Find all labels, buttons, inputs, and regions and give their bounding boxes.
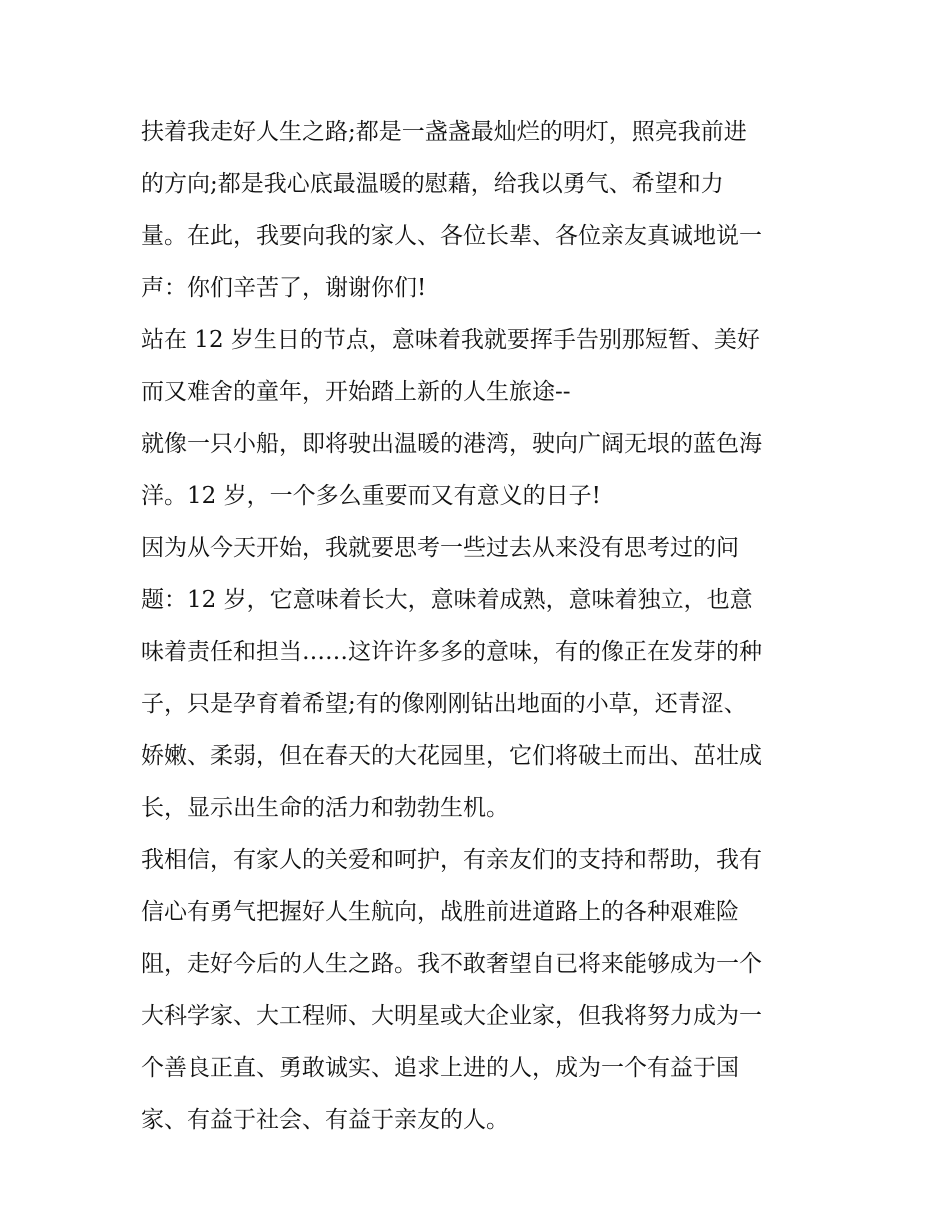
text-line: 信心有勇气把握好人生航向，战胜前进道路上的各种艰难险 <box>141 899 739 925</box>
text-line: 我相信，有家人的关爱和呵护，有亲友们的支持和帮助，我有 <box>141 847 762 873</box>
text-line: 声：你们辛苦了，谢谢你们! <box>141 275 427 301</box>
text-line: 站在 12 岁生日的节点，意味着我就要挥手告别那短暂、美好 <box>141 327 760 353</box>
text-line: 而又难舍的童年，开始踏上新的人生旅途-- <box>141 379 571 405</box>
text-line: 家、有益于社会、有益于亲友的人。 <box>141 1107 509 1133</box>
text-line: 味着责任和担当……这许许多多的意味，有的像正在发芽的种 <box>141 639 762 665</box>
text-line: 因为从今天开始，我就要思考一些过去从来没有思考过的问 <box>141 535 739 561</box>
body-text <box>141 106 821 1146</box>
text-line: 的方向;都是我心底最温暖的慰藉，给我以勇气、希望和力 <box>141 171 724 197</box>
text-line: 就像一只小船，即将驶出温暖的港湾，驶向广阔无垠的蓝色海 <box>141 431 762 457</box>
text-line: 洋。12 岁，一个多么重要而又有意义的日子! <box>141 483 601 509</box>
text-line: 阻，走好今后的人生之路。我不敢奢望自已将来能够成为一个 <box>141 951 762 977</box>
text-line: 个善良正直、勇敢诚实、追求上进的人，成为一个有益于国 <box>141 1055 739 1081</box>
text-line: 大科学家、大工程师、大明星或大企业家，但我将努力成为一 <box>141 1003 762 1029</box>
text-line: 题：12 岁，它意味着长大，意味着成熟，意味着独立，也意 <box>141 587 753 613</box>
text-line: 长，显示出生命的活力和勃勃生机。 <box>141 795 509 821</box>
text-line: 量。在此，我要向我的家人、各位长辈、各位亲友真诚地说一 <box>141 223 762 249</box>
text-line: 子，只是孕育着希望;有的像刚刚钻出地面的小草，还青涩、 <box>141 691 747 717</box>
text-line: 扶着我走好人生之路;都是一盏盏最灿烂的明灯，照亮我前进 <box>141 119 747 145</box>
text-line: 娇嫩、柔弱，但在春天的大花园里，它们将破土而出、茁壮成 <box>141 743 762 769</box>
